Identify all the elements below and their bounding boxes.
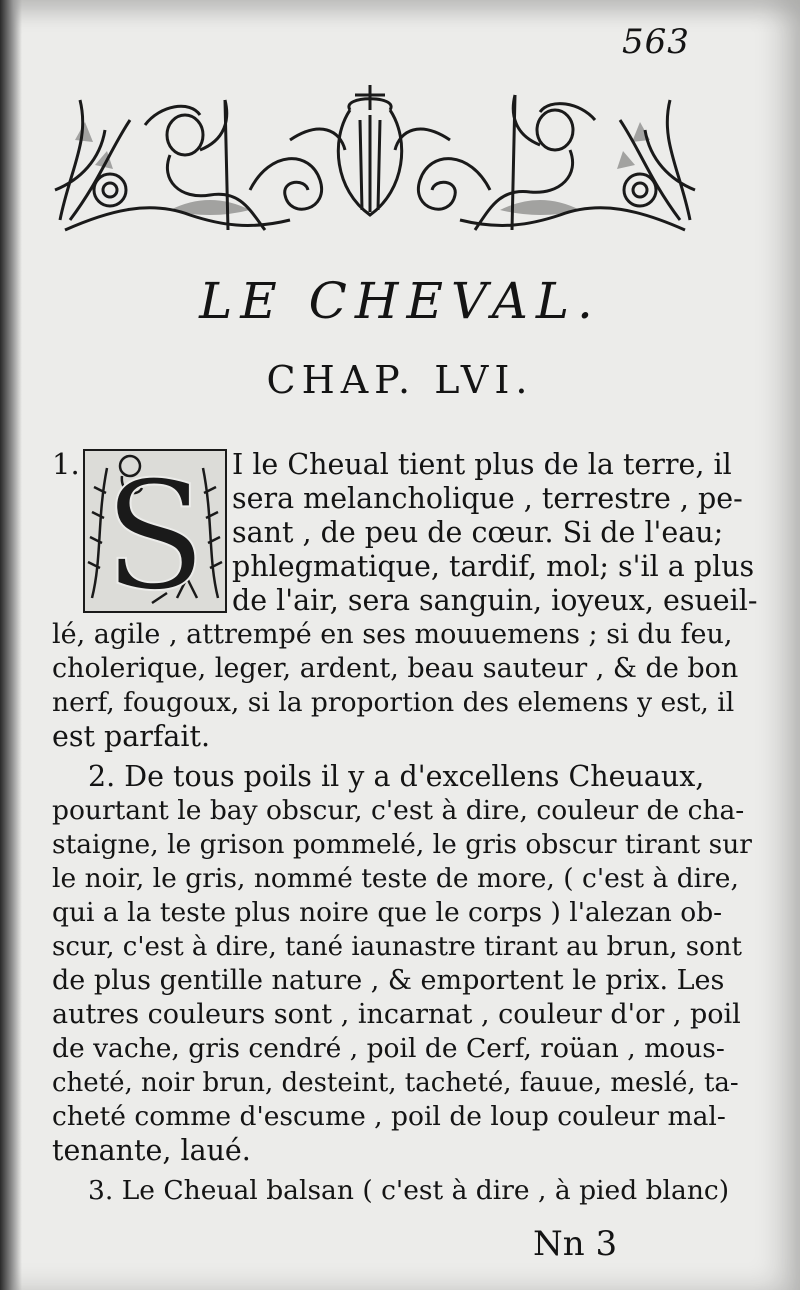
text-line: staigne, le grison pommelé, le gris obscur tirant sur: [52, 829, 752, 860]
text-line: lé, agile , attrempé en ses mouuemens ; si du feu,: [52, 619, 733, 650]
decorated-dropcap: [82, 448, 228, 614]
paragraph-number: 1.: [52, 447, 80, 481]
text-line: cheté comme d'escume , poil de loup couleur mal-: [52, 1101, 726, 1132]
text-line: est parfait.: [52, 720, 211, 753]
signature-mark: Nn 3: [533, 1224, 618, 1264]
text-line: de vache, gris cendré , poil de Cerf, roüan , mous-: [52, 1033, 725, 1064]
chapter-subject-title: LE CHEVAL.: [199, 272, 601, 330]
text-line: scur, c'est à dire, tané iaunastre tirant au brun, sont: [52, 932, 742, 962]
ornamental-headpiece: [50, 80, 700, 240]
text-line: de plus gentille nature , & emportent le prix. Les: [52, 965, 725, 996]
text-line: phlegmatique, tardif, mol; s'il a plus: [232, 550, 755, 583]
dropcap-letter: S: [103, 450, 207, 614]
text-line: 2. De tous poils il y a d'excellens Cheuaux,: [88, 760, 705, 793]
text-line: de l'air, sera sanguin, ioyeux, esueil-: [232, 584, 758, 617]
text-line: pourtant le bay obscur, c'est à dire, couleur de cha-: [52, 795, 745, 826]
page-number: 563: [622, 22, 690, 62]
text-line: cholerique, leger, ardent, beau sauteur , & de bon: [52, 653, 739, 684]
text-line: cheté, noir brun, desteint, tacheté, fauue, meslé, ta-: [52, 1068, 739, 1098]
page-edge-shadow: [0, 0, 22, 1290]
text-line: sera melancholique , terrestre , pe-: [232, 482, 743, 515]
text-line: sant , de peu de cœur. Si de l'eau;: [232, 516, 724, 549]
text-line: nerf, fougoux, si la proportion des elemens y est, il: [52, 687, 735, 718]
chapter-heading: CHAP. LVI.: [266, 358, 534, 402]
text-line: autres couleurs sont , incarnat , couleur d'or , poil: [52, 999, 741, 1030]
text-line: 3. Le Cheual balsan ( c'est à dire , à pied blanc): [88, 1175, 730, 1206]
text-line: qui a la teste plus noire que le corps ) l'alezan ob-: [52, 897, 723, 928]
text-line: le noir, le gris, nommé teste de more, ( c'est à dire,: [52, 863, 739, 894]
text-line: I le Cheual tient plus de la terre, il: [232, 448, 732, 481]
text-line: tenante, laué.: [52, 1134, 251, 1167]
